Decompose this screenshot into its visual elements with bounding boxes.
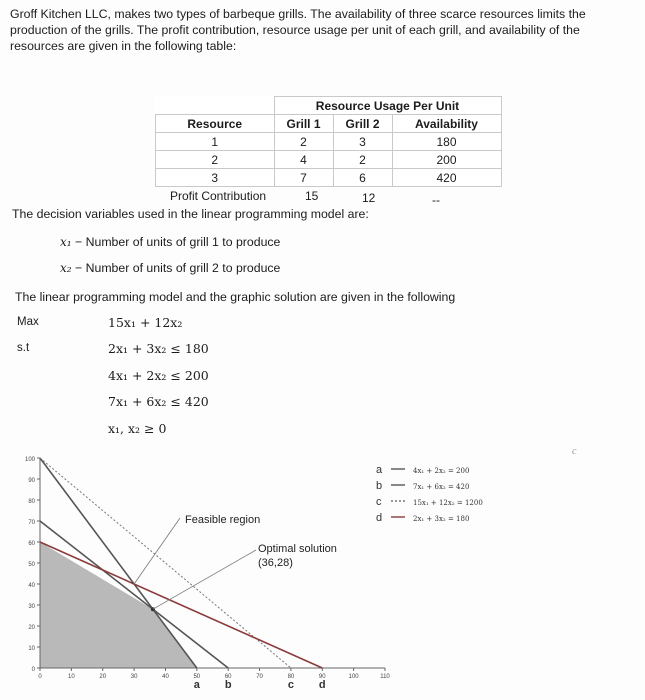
legend-key-c: c: [376, 496, 382, 508]
y-tick-label: 50: [28, 562, 35, 568]
profit-label: Profit Contribution: [170, 189, 267, 203]
max-label: Max: [17, 316, 39, 328]
constraint-4: x₁, x₂ ≥ 0: [108, 421, 167, 436]
problem-intro: Groff Kitchen LLC, makes two types of barbeque grills. The availability of three scarce resources limits the production of the grills. The profit contribution, resource usage per unit of each grill, and availability of the resources are given in the following table:: [10, 7, 586, 53]
x-tick-label: 30: [130, 674, 138, 680]
cell: 200: [392, 151, 501, 169]
line-label-d: d: [318, 679, 326, 691]
y-tick-label: 80: [28, 499, 35, 505]
cell: 3: [156, 169, 275, 187]
y-tick-label: 0: [31, 667, 35, 673]
constraint-1: 2x₁ + 3x₂ ≤ 180: [108, 341, 209, 356]
cell: 2: [156, 151, 275, 169]
y-tick-label: 90: [28, 478, 35, 484]
header-availability: Availability: [392, 115, 501, 133]
table-title: Resource Usage Per Unit: [274, 97, 501, 115]
legend-key-a: a: [376, 464, 383, 476]
y-tick-label: 40: [28, 583, 35, 589]
table-row: [156, 133, 502, 151]
variable-symbol: x₂: [60, 261, 72, 275]
y-tick-label: 20: [28, 625, 35, 631]
x-tick-label: 40: [162, 674, 169, 680]
legend-key-b: b: [376, 480, 383, 492]
legend-equation-b: 7x₁ + 6x₂ = 420: [413, 483, 470, 491]
st-label: s.t: [17, 342, 30, 354]
y-tick-label: 60: [28, 541, 35, 547]
constraint-3: 7x₁ + 6x₂ ≤ 420: [108, 394, 209, 409]
lp-graph: [0, 440, 645, 700]
y-tick-label: 10: [28, 646, 35, 652]
legend-equation-c: 15x₁ + 12x₂ = 1200: [413, 499, 483, 507]
y-tick-label: 30: [28, 604, 35, 610]
x-tick-label: 70: [256, 674, 263, 680]
cell: 420: [392, 169, 501, 187]
variable-x1: [60, 235, 280, 249]
line-label-c: c: [287, 679, 294, 691]
optimal-pointer: [153, 550, 256, 609]
variable-desc: − Number of units of grill 2 to produce: [75, 261, 281, 275]
x-tick-label: 80: [287, 674, 295, 680]
variable-x2: [60, 261, 280, 275]
legend-equation-a: 4x₁ + 2x₂ = 200: [413, 467, 470, 475]
x-tick-label: 110: [380, 674, 390, 680]
y-tick-label: 100: [24, 457, 35, 463]
feasible-pointer: [134, 518, 180, 584]
model-text: The linear programming model and the graphic solution are given in the following: [15, 290, 456, 304]
x-tick-label: 50: [193, 674, 201, 680]
feasible-region: [40, 542, 197, 668]
header-grill1: Grill 1: [274, 115, 333, 133]
x-tick-label: 100: [348, 674, 359, 680]
cell: 1: [156, 133, 275, 151]
cell: 180: [392, 133, 501, 151]
x-tick-label: 10: [68, 674, 75, 680]
optimal-point: [151, 607, 155, 611]
x-tick-label: 0: [38, 674, 42, 680]
y-tick-label: 70: [28, 520, 35, 526]
cell: 2: [333, 151, 392, 169]
line-label-a: a: [193, 679, 200, 691]
cell: 2: [274, 133, 333, 151]
decision-text: The decision variables used in the linear programming model are:: [12, 207, 369, 221]
cell: 4: [274, 151, 333, 169]
table-row: [156, 169, 502, 187]
feasible-label: Feasible region: [185, 514, 261, 526]
profit-grill2: 12: [362, 191, 376, 205]
x-tick-label: 90: [318, 674, 326, 680]
x-tick-label: 20: [99, 674, 107, 680]
header-resource: Resource: [156, 115, 275, 133]
cell: 6: [333, 169, 392, 187]
profit-grill1: 15: [305, 189, 319, 203]
resource-table: [155, 96, 502, 187]
line-label-b: b: [224, 679, 232, 691]
cell: 3: [333, 133, 392, 151]
optimal-label: Optimal solution: [258, 543, 337, 555]
optimal-coords: (36,28): [258, 557, 293, 569]
x-tick-label: 60: [224, 674, 232, 680]
corner-mark: c: [572, 446, 577, 457]
legend-equation-d: 2x₁ + 3x₂ = 180: [413, 515, 470, 523]
header-grill2: Grill 2: [333, 115, 392, 133]
constraint-2: 4x₁ + 2x₂ ≤ 200: [108, 368, 209, 383]
objective: 15x₁ + 12x₂: [108, 315, 183, 330]
legend-key-d: d: [376, 512, 383, 524]
variable-symbol: x₁: [60, 235, 72, 249]
profit-availability: --: [432, 193, 440, 207]
table-row: [156, 151, 502, 169]
variable-desc: − Number of units of grill 1 to produce: [75, 235, 281, 249]
cell: 7: [274, 169, 333, 187]
